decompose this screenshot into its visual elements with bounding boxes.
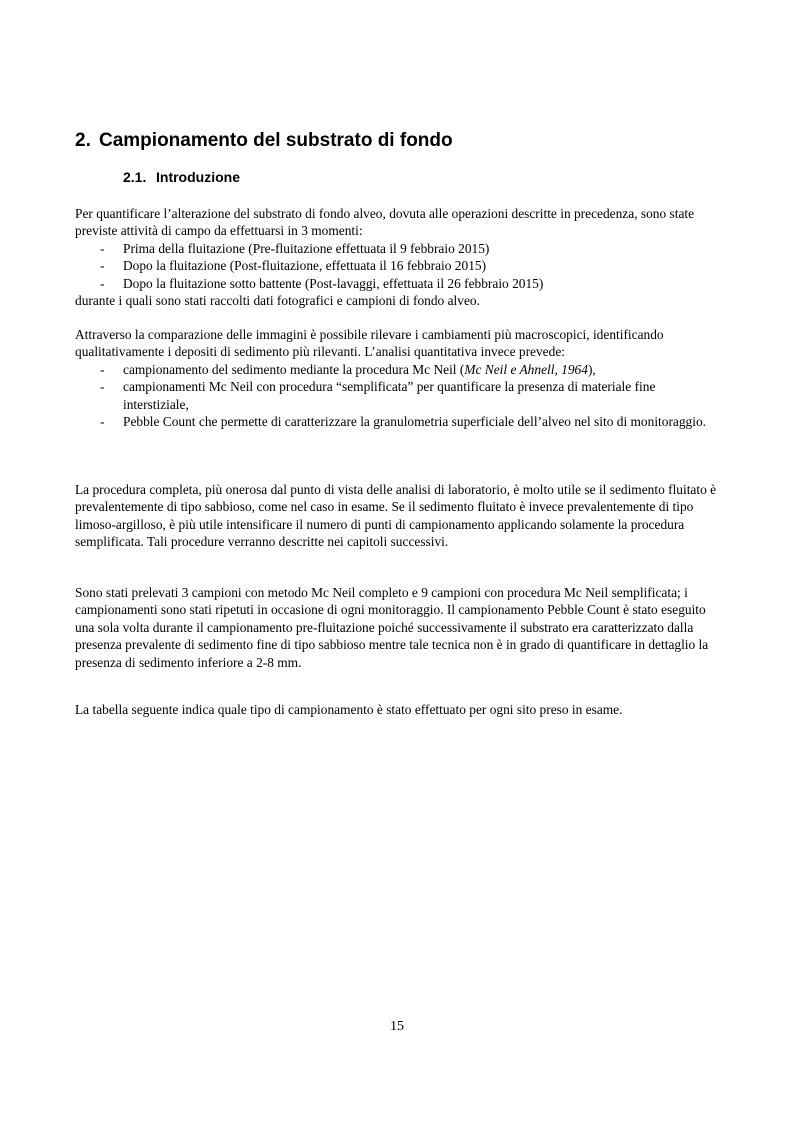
subsection-number: 2.1.: [123, 169, 147, 185]
subsection-heading: [123, 167, 240, 187]
paragraph-table-intro: [75, 701, 720, 718]
paragraph-moments: [75, 205, 720, 309]
section-heading: [75, 128, 453, 154]
paragraph-analysis: [75, 326, 720, 430]
moments-list: [75, 240, 720, 292]
list-item: [75, 361, 720, 378]
page-number: 15: [390, 1019, 404, 1034]
list-item-text: ),: [587, 361, 596, 377]
paragraph-text: La tabella seguente indica quale tipo di campionamento è stato effettuato per ogni sito preso in esame.: [75, 702, 623, 717]
list-item: - Dopo la fluitazione sotto battente (Post-lavaggi, effettuata il 26 febbraio 2015): [75, 275, 720, 292]
analysis-list: [75, 361, 720, 431]
paragraph-procedure: [75, 481, 720, 551]
list-item: - Dopo la fluitazione (Post-fluitazione, effettuata il 16 febbraio 2015): [75, 257, 720, 274]
paragraph-text: Sono stati prelevati 3 campioni con metodo Mc Neil completo e 9 campioni con procedura Mc Neil semplificata; i campionamenti sono stati ripetuti in occasione di ogni monitoraggio. Il campionamento Pebble Count è stato eseguito una sola volta durante il campionamento pre-fluitazione poiché successivamente il substrato era caratterizzato dalla presenza prevalente di sedimento fine di tipo sabbioso mentre tale tecnica non è in grado di quantificare in dettaglio la presenza di sedimento inferiore a 2-8 mm.: [75, 585, 709, 670]
section-number: 2.: [75, 130, 91, 151]
section-title: Campionamento del substrato di fondo: [99, 130, 453, 151]
list-item: - Pebble Count che permette di caratterizzare la granulometria superficiale dell’alveo nel sito di monitoraggio.: [75, 413, 720, 430]
paragraph-outro: durante i quali sono stati raccolti dati fotografici e campioni di fondo alveo.: [75, 293, 480, 309]
subsection-title: Introduzione: [156, 169, 240, 185]
paragraph-intro: Attraverso la comparazione delle immagini è possibile rilevare i cambiamenti più macroscopici, identificando qualitativamente i depositi di sedimento più rilevanti. L’analisi quantitativa invece prevede:: [75, 327, 664, 360]
list-item: - Prima della fluitazione (Pre-fluitazione effettuata il 9 febbraio 2015): [75, 240, 720, 257]
list-item-text: campionamento del sedimento mediante la procedura Mc Neil (: [123, 361, 465, 377]
list-item: - campionamenti Mc Neil con procedura “semplificata” per quantificare la presenza di materiale fine interstiziale,: [75, 378, 720, 413]
paragraph-intro: Per quantificare l’alterazione del substrato di fondo alveo, dovuta alle operazioni descritte in precedenza, sono state previste attività di campo da effettuarsi in 3 momenti:: [75, 206, 695, 239]
paragraph-text: La procedura completa, più onerosa dal punto di vista delle analisi di laboratorio, è molto utile se il sedimento fluitato è prevalentemente di tipo sabbioso, come nel caso in esame. Se il sedimento fluitato è invece prevalentemente di tipo limoso-argilloso, è più utile intensificare il numero di punti di campionamento applicando solamente la procedura semplificata. Tali procedure verranno descritte nei capitoli successivi.: [75, 482, 717, 550]
citation: Mc Neil e Ahnell, 1964: [464, 361, 588, 377]
paragraph-samples: [75, 584, 720, 671]
